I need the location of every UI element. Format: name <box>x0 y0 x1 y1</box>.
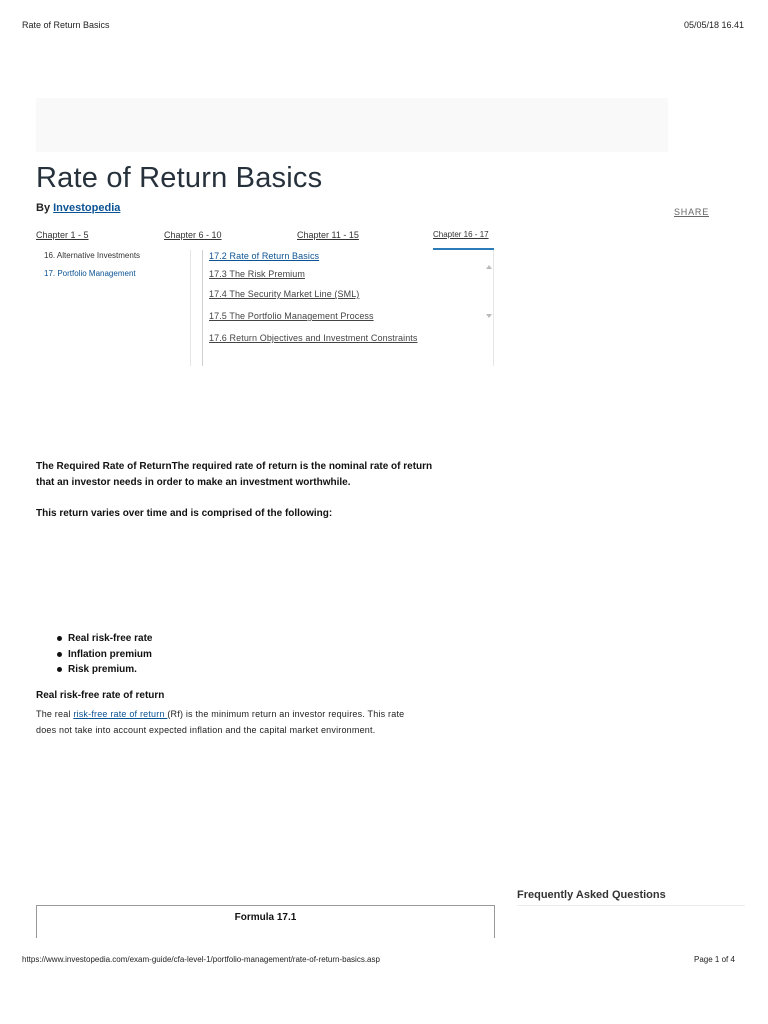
print-footer-page: Page 1 of 4 <box>694 955 735 964</box>
panel-divider <box>190 250 191 366</box>
paragraph-text: does not take into account expected inflation and the capital market environment. <box>36 725 376 735</box>
varies-paragraph: This return varies over time and is comprised of the following: <box>36 508 333 519</box>
tab-chapter-1-5[interactable]: Chapter 1 - 5 <box>36 230 89 240</box>
required-rate-line-1: The Required Rate of ReturnThe required rate of return is the nominal rate of return <box>36 461 433 472</box>
section-link-17-4[interactable]: 17.4 The Security Market Line (SML) <box>209 289 360 299</box>
tab-chapter-6-10[interactable]: Chapter 6 - 10 <box>164 230 222 240</box>
panel-divider <box>493 250 494 366</box>
print-footer-url: https://www.investopedia.com/exam-guide/cfa-level-1/portfolio-management/rate-of-return-basics.asp <box>22 955 380 964</box>
section-subheading: Real risk-free rate of return <box>36 690 165 701</box>
ad-banner-placeholder <box>36 98 668 152</box>
print-header-title: Rate of Return Basics <box>22 20 110 30</box>
scroll-down-icon[interactable] <box>486 314 492 318</box>
byline <box>36 202 120 214</box>
page-title: Rate of Return Basics <box>36 162 323 194</box>
paragraph-text: The real <box>36 709 74 719</box>
author-link[interactable]: Investopedia <box>53 202 121 214</box>
scroll-up-icon[interactable] <box>486 265 492 269</box>
section-link-17-6[interactable]: 17.6 Return Objectives and Investment Constraints <box>209 333 418 343</box>
required-rate-line-2: that an investor needs in order to make an investment worthwhile. <box>36 477 351 488</box>
chapter-item-16[interactable]: 16. Alternative Investments <box>44 251 141 260</box>
section-link-17-3[interactable]: 17.3 The Risk Premium <box>209 269 305 279</box>
tab-chapter-16-17[interactable]: Chapter 16 - 17 <box>433 230 489 239</box>
components-list <box>36 631 153 678</box>
panel-divider <box>202 250 203 366</box>
print-header-timestamp: 05/05/18 16.41 <box>684 20 745 30</box>
risk-free-rate-link[interactable]: risk-free rate of return <box>73 709 168 719</box>
byline-label: By <box>36 202 51 214</box>
section-link-17-2[interactable]: 17.2 Rate of Return Basics <box>209 251 320 261</box>
risk-free-paragraph <box>36 706 496 738</box>
faq-heading: Frequently Asked Questions <box>517 889 666 901</box>
paragraph-text: (Rf) is the minimum return an investor requires. This rate <box>167 709 405 719</box>
list-item: Real risk-free rate <box>36 631 153 647</box>
list-item: Risk premium. <box>36 662 153 678</box>
required-rate-paragraph <box>36 459 496 491</box>
chapter-item-17[interactable]: 17. Portfolio Management <box>44 269 136 278</box>
faq-divider <box>517 905 745 906</box>
list-item: Inflation premium <box>36 647 153 663</box>
section-link-17-5[interactable]: 17.5 The Portfolio Management Process <box>209 311 374 321</box>
formula-label: Formula 17.1 <box>234 912 297 923</box>
share-button[interactable]: SHARE <box>674 207 710 217</box>
active-tab-indicator <box>433 248 494 250</box>
tab-chapter-11-15[interactable]: Chapter 11 - 15 <box>297 230 359 240</box>
